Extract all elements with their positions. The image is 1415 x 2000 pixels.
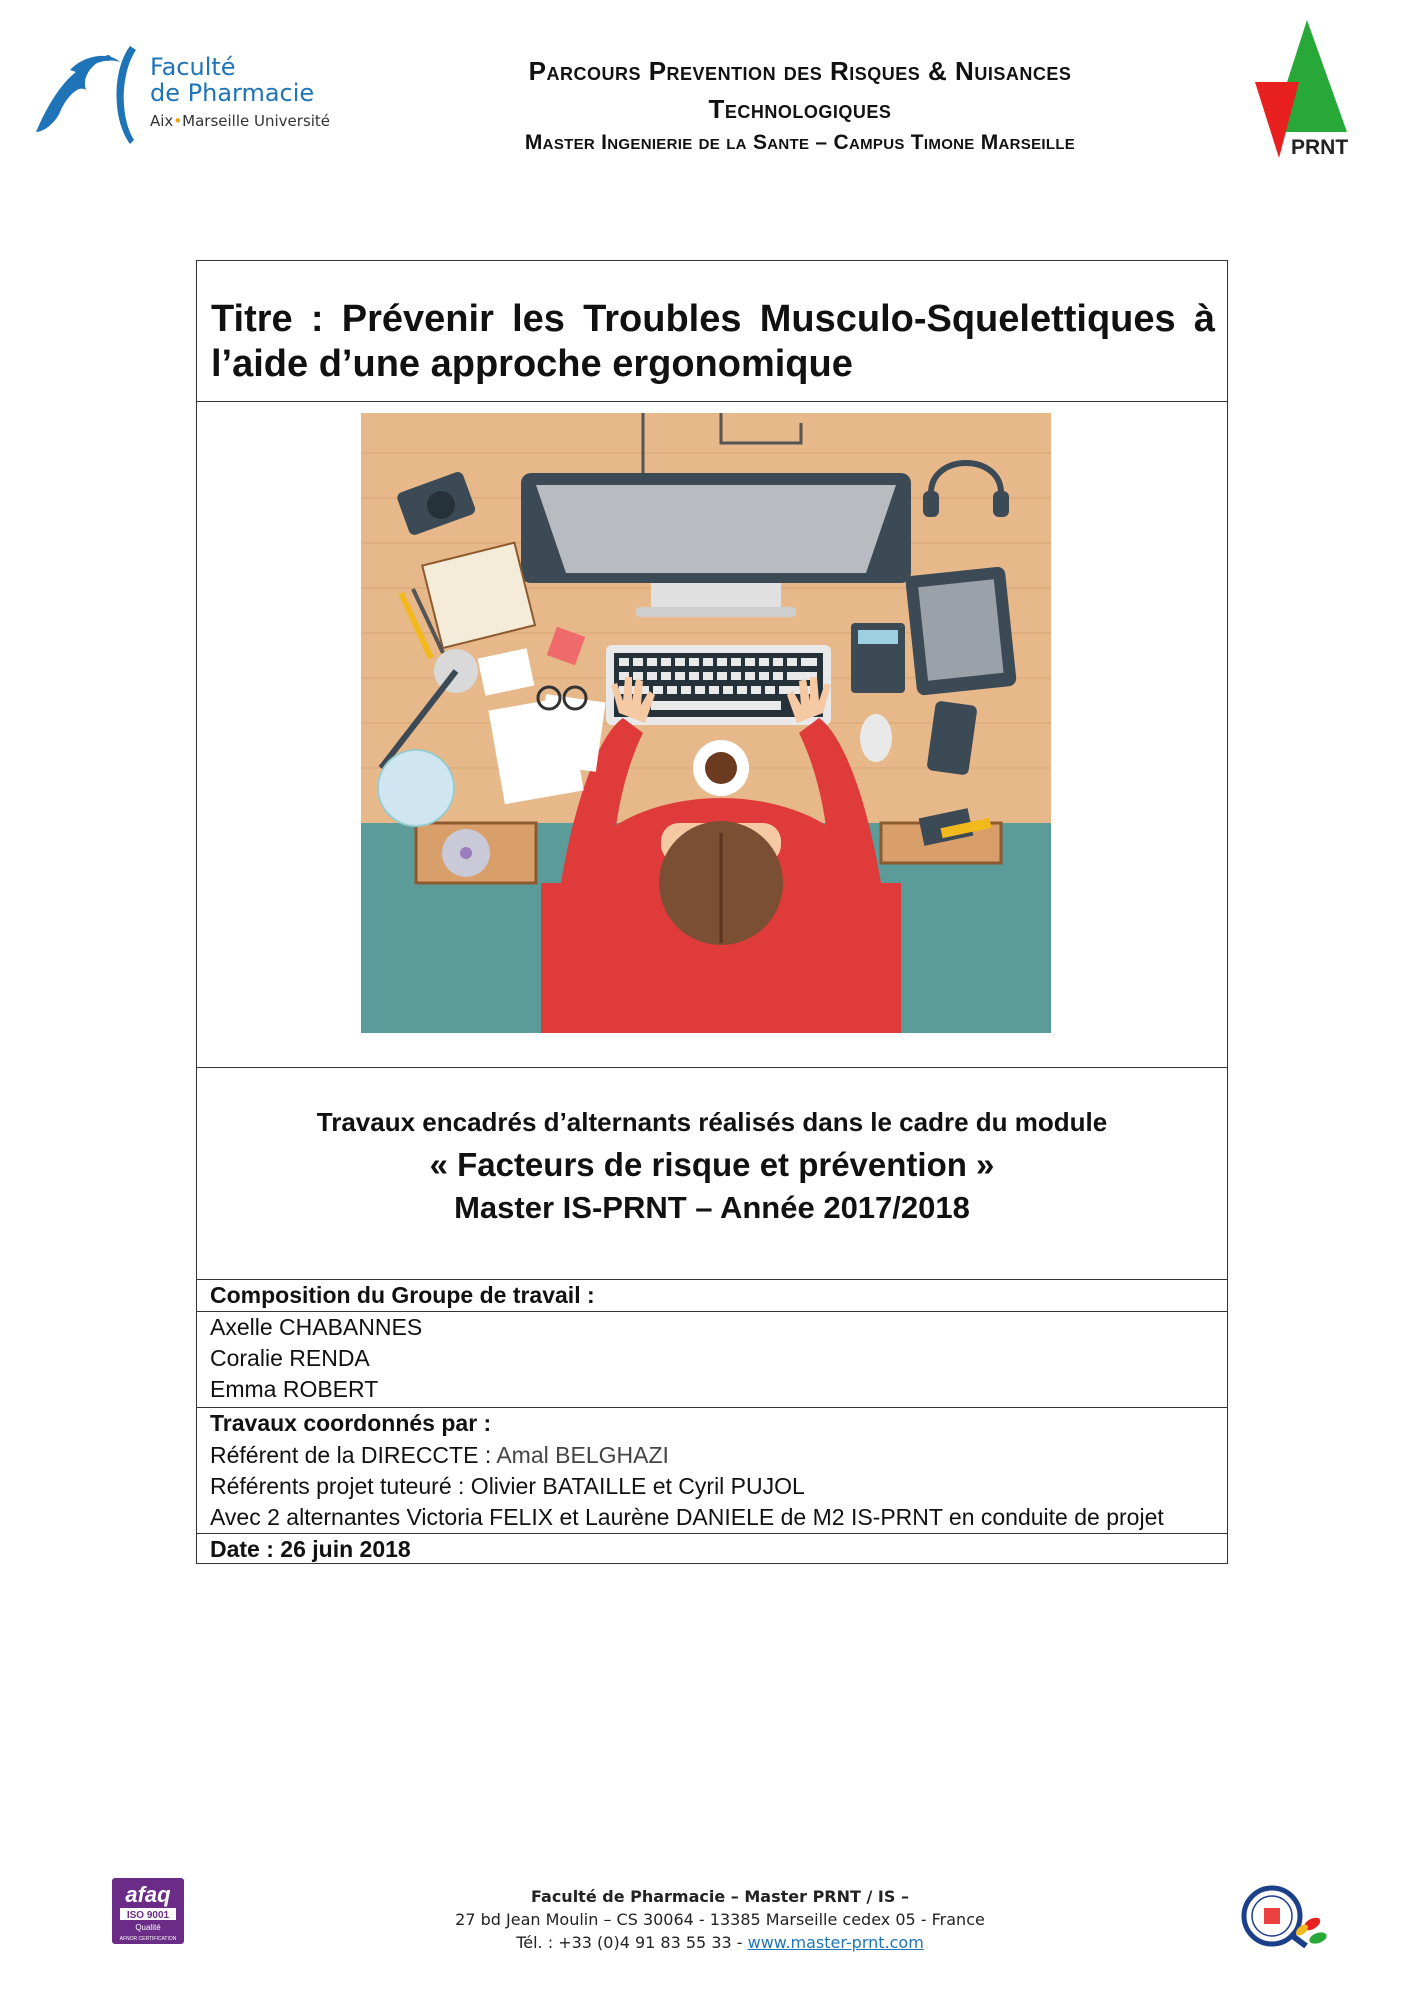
member-name: Axelle CHABANNES: [210, 1314, 423, 1340]
header-title: [400, 52, 1200, 158]
referent-name: Amal BELGHAZI: [496, 1442, 669, 1468]
module-line3: Master IS-PRNT – Année 2017/2018: [454, 1190, 970, 1225]
member-name: Emma ROBERT: [210, 1376, 379, 1402]
prnt-triangle-icon: [1255, 20, 1355, 165]
module-line2: « Facteurs de risque et prévention »: [429, 1146, 995, 1183]
coordination-header-cell: [197, 1408, 1227, 1440]
website-link[interactable]: www.master-prnt.com: [747, 1933, 924, 1952]
footer-line2: 27 bd Jean Moulin – CS 30064 - 13385 Marseille cedex 05 - France: [455, 1910, 985, 1929]
footer-line1: Faculté de Pharmacie – Master PRNT / IS –: [531, 1887, 909, 1906]
faculty-logo-name: [150, 54, 314, 106]
composition-header: Composition du Groupe de travail :: [210, 1282, 595, 1308]
university-rest: Marseille Université: [182, 112, 331, 130]
prnt-logo-text: PRNT: [1291, 136, 1349, 159]
afaq-logo-org: AFNOR CERTIFICATION: [119, 1936, 177, 1942]
footer-phone: Tél. : +33 (0)4 91 83 55 33 -: [516, 1933, 748, 1952]
title-cell: [197, 261, 1227, 402]
illustration-cell: [197, 402, 1227, 1068]
faculty-logo-university: Aix•Marseille Université: [150, 112, 331, 130]
afaq-logo-iso: ISO 9001: [126, 1910, 170, 1921]
header-title-line3: Master Ingenierie de la Sante – Campus Timone Marseille: [524, 131, 1076, 154]
page-footer: [400, 1885, 1040, 1954]
afaq-logo-sub: Qualité: [135, 1923, 161, 1932]
students-line: Avec 2 alternantes Victoria FELIX et Laurène DANIELE de M2 IS-PRNT en conduite de projet: [210, 1504, 1164, 1530]
university-aix: Aix: [150, 112, 174, 130]
module-line1: Travaux encadrés d’alternants réalisés dans le cadre du module: [316, 1107, 1108, 1137]
tutors-line: Référents projet tuteuré : Olivier BATAILLE et Cyril PUJOL: [210, 1473, 805, 1499]
date-cell: [197, 1534, 1227, 1565]
members-cell: [197, 1312, 1227, 1408]
coordination-header: Travaux coordonnés par :: [210, 1410, 492, 1436]
member-name: Coralie RENDA: [210, 1345, 370, 1371]
cover-frame: [196, 260, 1228, 1564]
footer-line3: [400, 1931, 1040, 1954]
module-cell: [197, 1068, 1227, 1280]
referent-line: [210, 1440, 1227, 1471]
faculty-logo: [30, 40, 350, 150]
quality-label-logo: [1240, 1882, 1330, 1952]
desk-workstation-illustration: [361, 413, 1051, 1033]
afaq-iso-logo: [112, 1878, 184, 1944]
prnt-logo: [1255, 20, 1355, 165]
composition-header-cell: [197, 1280, 1227, 1312]
referent-label: Référent de la DIRECCTE :: [210, 1442, 497, 1468]
faculty-logo-line1: Faculté: [150, 53, 236, 81]
faculty-bird-icon: [30, 40, 145, 150]
header-title-line1: Parcours Prevention des Risques & Nuisances: [528, 56, 1072, 86]
faculty-logo-line2: de Pharmacie: [150, 79, 315, 107]
document-date: Date : 26 juin 2018: [210, 1536, 411, 1562]
header-title-line2: Technologiques: [708, 94, 892, 124]
afaq-logo-name: afaq: [125, 1882, 171, 1907]
document-title: Titre : Prévenir les Troubles Musculo-Squelettiques à l’aide d’une approche ergonomique: [211, 298, 1215, 385]
coordination-cell: [197, 1440, 1227, 1534]
